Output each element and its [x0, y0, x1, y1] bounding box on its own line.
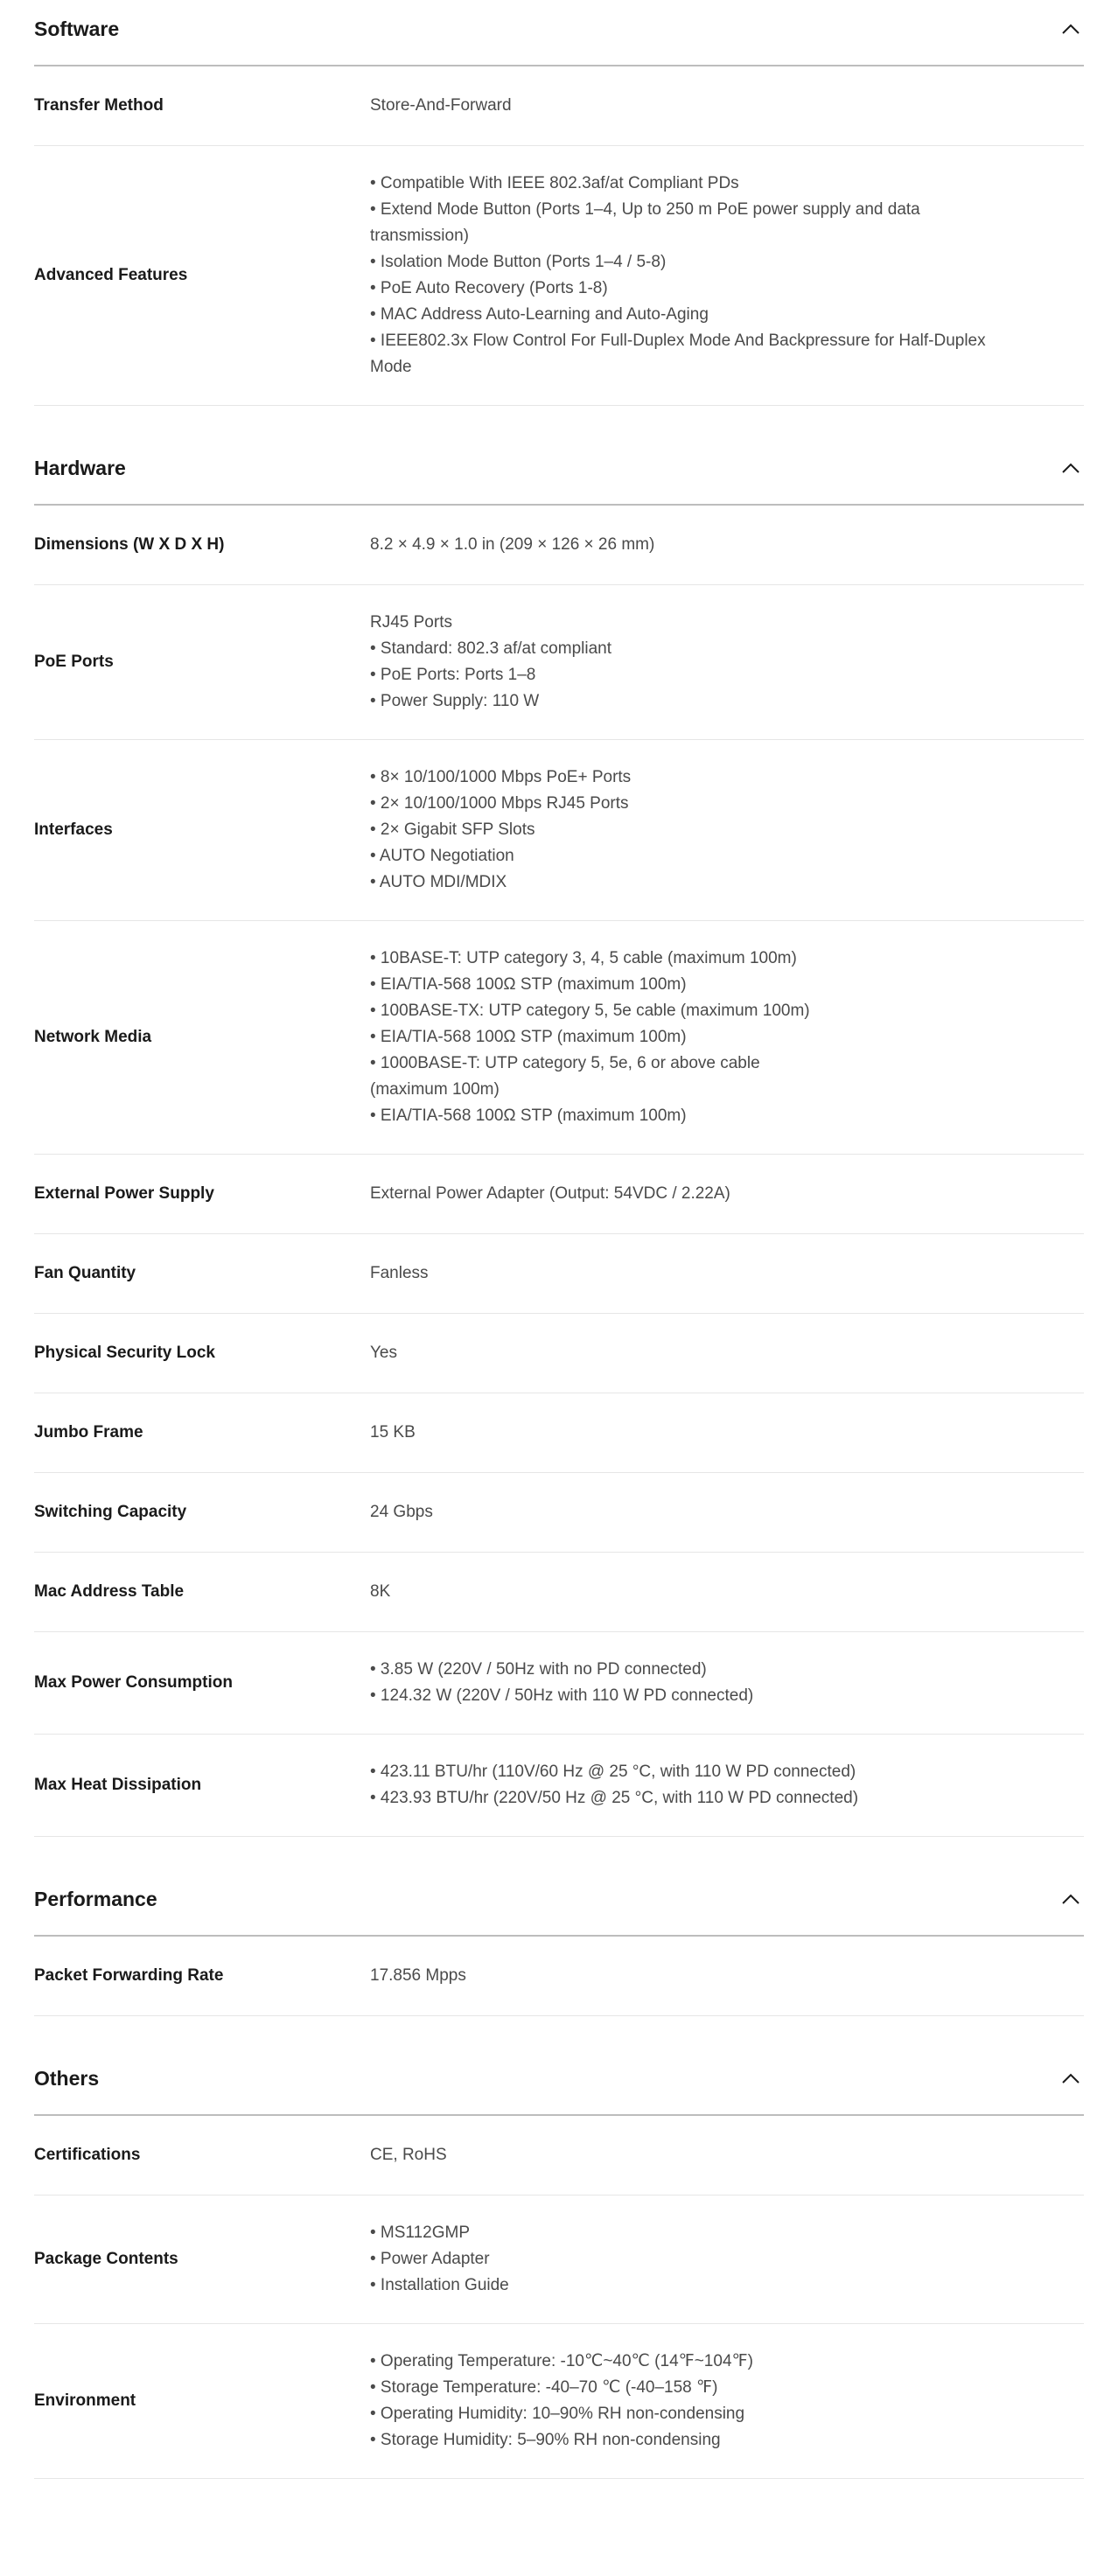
spec-line: • 423.11 BTU/hr (110V/60 Hz @ 25 °C, with 110 W PD connected) [370, 1763, 856, 1781]
spec-line: • IEEE802.3x Flow Control For Full-Duplex Mode And Backpressure for Half-Duplex [370, 332, 986, 350]
spec-line: • Isolation Mode Button (Ports 1–4 / 5-8) [370, 253, 667, 271]
spec-value [370, 1420, 1084, 1446]
spec-line: • 100BASE-TX: UTP category 5, 5e cable (maximum 100m) [370, 1002, 810, 1020]
spec-line: • PoE Ports: Ports 1–8 [370, 666, 536, 684]
chevron-up-icon[interactable] [1061, 19, 1080, 38]
spec-line: • 423.93 BTU/hr (220V/50 Hz @ 25 °C, with 110 W PD connected) [370, 1789, 859, 1807]
spec-label: Fan Quantity [34, 1264, 136, 1282]
spec-row [34, 2196, 1084, 2324]
spec-line: transmission) [370, 227, 469, 245]
spec-label: Advanced Features [34, 266, 188, 284]
spec-line: • Storage Humidity: 5–90% RH non-condensing [370, 2431, 721, 2449]
chevron-up-icon[interactable] [1061, 2069, 1080, 2088]
section-header[interactable] [34, 439, 1084, 506]
section-title: Performance [34, 1887, 157, 1910]
spec-row [34, 2324, 1084, 2479]
spec-line: • Power Supply: 110 W [370, 692, 540, 710]
spec-line: • EIA/TIA-568 100Ω STP (maximum 100m) [370, 1028, 687, 1046]
spec-label: Jumbo Frame [34, 1423, 143, 1442]
spec-row [34, 1234, 1084, 1314]
spec-row [34, 2116, 1084, 2196]
spec-label: Package Contents [34, 2250, 178, 2268]
chevron-up-icon[interactable] [1061, 1889, 1080, 1909]
spec-label: External Power Supply [34, 1184, 214, 1203]
spec-row [34, 146, 1084, 406]
section-title: Others [34, 2066, 100, 2090]
section-title: Software [34, 17, 120, 40]
spec-line: 8K [370, 1582, 391, 1601]
spec-line: • Installation Guide [370, 2276, 509, 2294]
spec-value [370, 1340, 1084, 1366]
section-performance [34, 1870, 1084, 2016]
spec-row [34, 1314, 1084, 1393]
section-others [34, 2049, 1084, 2479]
spec-line: Mode [370, 358, 412, 376]
spec-line: • AUTO Negotiation [370, 847, 514, 865]
spec-line: Fanless [370, 1264, 429, 1282]
spec-value [370, 1181, 1084, 1207]
spec-label: Physical Security Lock [34, 1344, 215, 1362]
spec-line: • Operating Temperature: -10℃~40℃ (14℉~104℉) [370, 2352, 753, 2370]
spec-label: Environment [34, 2391, 136, 2410]
spec-line: 8.2 × 4.9 × 1.0 in (209 × 126 × 26 mm) [370, 535, 655, 554]
spec-row [34, 921, 1084, 1155]
spec-line: Yes [370, 1344, 397, 1362]
spec-line: • 3.85 W (220V / 50Hz with no PD connected) [370, 1660, 707, 1679]
spec-row [34, 585, 1084, 740]
spec-line: • 10BASE-T: UTP category 3, 4, 5 cable (maximum 100m) [370, 949, 797, 967]
spec-line: • MS112GMP [370, 2223, 470, 2242]
spec-line: 17.856 Mpps [370, 1966, 466, 1985]
spec-value [370, 2349, 1084, 2454]
spec-line: CE, RoHS [370, 2146, 447, 2164]
spec-value [370, 764, 1084, 896]
spec-value [370, 2142, 1084, 2168]
spec-line: • AUTO MDI/MDIX [370, 873, 507, 891]
spec-label: PoE Ports [34, 653, 114, 671]
spec-row [34, 506, 1084, 585]
spec-line: • Operating Humidity: 10–90% RH non-condensing [370, 2405, 745, 2423]
spec-label: Mac Address Table [34, 1582, 185, 1601]
spec-label: Certifications [34, 2146, 141, 2164]
spec-row [34, 1473, 1084, 1553]
spec-row [34, 1553, 1084, 1632]
section-title: Hardware [34, 456, 126, 479]
spec-line: • Extend Mode Button (Ports 1–4, Up to 250 m PoE power supply and data [370, 200, 920, 219]
spec-value [370, 532, 1084, 558]
spec-line: • 2× 10/100/1000 Mbps RJ45 Ports [370, 794, 629, 813]
spec-line: • 8× 10/100/1000 Mbps PoE+ Ports [370, 768, 632, 786]
spec-line: • PoE Auto Recovery (Ports 1-8) [370, 279, 608, 297]
spec-row [34, 1155, 1084, 1234]
spec-line: • EIA/TIA-568 100Ω STP (maximum 100m) [370, 1106, 687, 1125]
spec-label: Dimensions (W X D X H) [34, 535, 225, 554]
spec-row [34, 1937, 1084, 2016]
spec-label: Max Heat Dissipation [34, 1776, 202, 1794]
spec-value [370, 946, 1084, 1129]
spec-line: 24 Gbps [370, 1503, 433, 1521]
spec-label: Transfer Method [34, 96, 164, 115]
spec-line: • MAC Address Auto-Learning and Auto-Aging [370, 305, 709, 324]
spec-row [34, 1632, 1084, 1735]
spec-value [370, 93, 1084, 119]
spec-label: Network Media [34, 1028, 152, 1046]
spec-line: • Power Adapter [370, 2250, 490, 2268]
spec-value [370, 1260, 1084, 1287]
spec-line: • EIA/TIA-568 100Ω STP (maximum 100m) [370, 975, 687, 994]
spec-line: • 1000BASE-T: UTP category 5, 5e, 6 or above cable [370, 1054, 760, 1072]
spec-label: Interfaces [34, 820, 113, 839]
spec-row [34, 66, 1084, 146]
spec-value [370, 1963, 1084, 1989]
spec-label: Switching Capacity [34, 1503, 187, 1521]
spec-row [34, 1735, 1084, 1837]
section-header[interactable] [34, 2049, 1084, 2116]
spec-line: (maximum 100m) [370, 1080, 500, 1099]
section-header[interactable] [34, 1870, 1084, 1937]
spec-row [34, 1393, 1084, 1473]
spec-value [370, 1759, 1084, 1812]
spec-line: • Storage Temperature: -40–70 ℃ (-40–158 ℉) [370, 2378, 718, 2397]
chevron-up-icon[interactable] [1061, 458, 1080, 478]
spec-line: • 124.32 W (220V / 50Hz with 110 W PD connected) [370, 1686, 754, 1705]
spec-value [370, 2220, 1084, 2299]
spec-line: 15 KB [370, 1423, 416, 1442]
spec-line: • Standard: 802.3 af/at compliant [370, 639, 611, 658]
spec-line: • 2× Gigabit SFP Slots [370, 820, 535, 839]
spec-label: Packet Forwarding Rate [34, 1966, 224, 1985]
spec-value [370, 1657, 1084, 1709]
spec-line: • Compatible With IEEE 802.3af/at Compliant PDs [370, 174, 739, 192]
spec-label: Max Power Consumption [34, 1673, 233, 1692]
spec-line: External Power Adapter (Output: 54VDC / 2.22A) [370, 1184, 730, 1203]
spec-row [34, 740, 1084, 921]
spec-value [370, 610, 1084, 715]
spec-value [370, 1579, 1084, 1605]
spec-value [370, 171, 1084, 380]
section-header[interactable] [34, 0, 1084, 66]
section-hardware [34, 439, 1084, 1837]
spec-line: RJ45 Ports [370, 613, 452, 632]
section-software [34, 0, 1084, 406]
spec-value [370, 1499, 1084, 1525]
spec-line: Store-And-Forward [370, 96, 512, 115]
